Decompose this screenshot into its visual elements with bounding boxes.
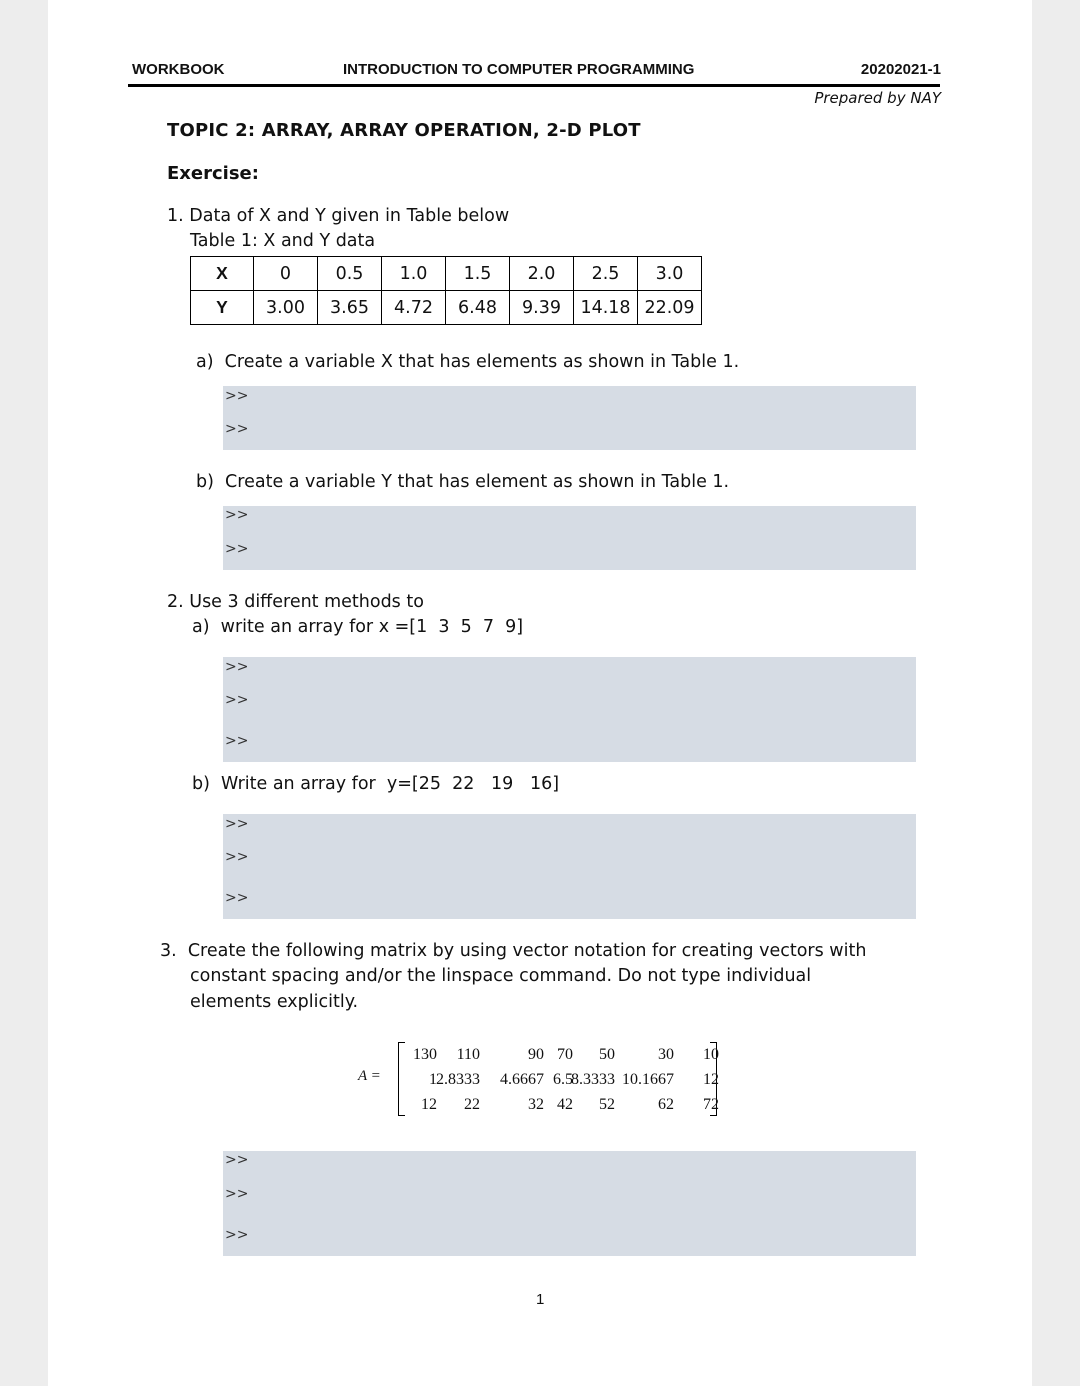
matrix-entry: 130	[413, 1046, 437, 1063]
q2b-text: b) Write an array for y=[25 22 19 16]	[192, 774, 560, 794]
command-prompt: >>	[225, 816, 249, 832]
command-prompt: >>	[225, 1152, 249, 1168]
answer-box-q2b[interactable]	[223, 814, 916, 919]
header-right: 20202021-1	[860, 61, 941, 78]
table-cell: 9.39	[510, 291, 574, 325]
matrix-entry: 62	[658, 1096, 674, 1113]
matrix-entry: 30	[658, 1046, 674, 1063]
table-cell: 0	[254, 257, 318, 291]
command-prompt: >>	[225, 507, 249, 523]
command-prompt: >>	[225, 659, 249, 675]
answer-box-q2a[interactable]	[223, 657, 916, 762]
command-prompt: >>	[225, 421, 249, 437]
q3-line-1: 3. Create the following matrix by using vector notation for creating vectors with	[160, 941, 867, 961]
command-prompt: >>	[225, 1186, 249, 1202]
table-caption: Table 1: X and Y data	[190, 231, 376, 251]
table-cell: 22.09	[638, 291, 702, 325]
table-cell: 4.72	[382, 291, 446, 325]
table-cell: 0.5	[318, 257, 382, 291]
table-cell: 1.5	[446, 257, 510, 291]
command-prompt: >>	[225, 541, 249, 557]
answer-box-q3[interactable]	[223, 1151, 916, 1256]
table-row-x	[191, 257, 702, 291]
q2a-text: a) write an array for x =[1 3 5 7 9]	[192, 617, 524, 637]
matrix-entry: 52	[599, 1096, 615, 1113]
page-number: 1	[536, 1291, 545, 1308]
matrix-a	[358, 1040, 728, 1120]
matrix-entry: 12	[421, 1096, 437, 1113]
answer-box-q1a[interactable]	[223, 386, 916, 450]
q1-text: 1. Data of X and Y given in Table below	[167, 206, 510, 226]
table-cell: 1.0	[382, 257, 446, 291]
q3-line-3: elements explicitly.	[190, 992, 359, 1012]
matrix-label: A =	[358, 1068, 381, 1084]
command-prompt: >>	[225, 849, 249, 865]
matrix-entry: 10	[703, 1046, 719, 1063]
matrix-left-bracket	[398, 1042, 405, 1116]
matrix-entry: 110	[456, 1046, 480, 1063]
matrix-entry: 42	[557, 1096, 573, 1113]
table-cell: 3.65	[318, 291, 382, 325]
matrix-entry: 8.3333	[571, 1071, 615, 1088]
q3-line-2: constant spacing and/or the linspace command. Do not type individual	[190, 966, 812, 986]
table-cell: 3.0	[638, 257, 702, 291]
matrix-entry: 50	[599, 1046, 615, 1063]
matrix-entry: 1	[429, 1071, 437, 1088]
q2-text: 2. Use 3 different methods to	[167, 592, 424, 612]
command-prompt: >>	[225, 890, 249, 906]
matrix-entry: 4.6667	[500, 1071, 544, 1088]
table-cell: 2.5	[574, 257, 638, 291]
prepared-by: Prepared by NAY	[814, 89, 941, 107]
header-divider	[128, 84, 940, 87]
matrix-entry: 70	[557, 1046, 573, 1063]
answer-box-q1b[interactable]	[223, 506, 916, 570]
matrix-entry: 22	[464, 1096, 480, 1113]
command-prompt: >>	[225, 388, 249, 404]
header-left: WORKBOOK	[132, 61, 225, 78]
matrix-entry: 2.8333	[436, 1071, 480, 1088]
xy-data-table	[190, 256, 702, 325]
matrix-entry: 12	[703, 1071, 719, 1088]
table-row-y	[191, 291, 702, 325]
row-header-y: Y	[191, 291, 254, 325]
row-header-x: X	[191, 257, 254, 291]
command-prompt: >>	[225, 692, 249, 708]
matrix-entry: 6.5	[553, 1071, 573, 1088]
document-page	[48, 0, 1032, 1386]
table-cell: 14.18	[574, 291, 638, 325]
matrix-entry: 10.1667	[622, 1071, 674, 1088]
matrix-entry: 72	[703, 1096, 719, 1113]
header-center: INTRODUCTION TO COMPUTER PROGRAMMING	[343, 61, 695, 78]
matrix-entry: 32	[528, 1096, 544, 1113]
topic-title: TOPIC 2: ARRAY, ARRAY OPERATION, 2-D PLOT	[167, 120, 641, 141]
command-prompt: >>	[225, 1227, 249, 1243]
table-cell: 3.00	[254, 291, 318, 325]
matrix-entry: 90	[528, 1046, 544, 1063]
exercise-heading: Exercise:	[167, 163, 259, 184]
table-cell: 2.0	[510, 257, 574, 291]
command-prompt: >>	[225, 733, 249, 749]
q1a-text: a) Create a variable X that has elements as shown in Table 1.	[196, 352, 740, 372]
table-cell: 6.48	[446, 291, 510, 325]
q1b-text: b) Create a variable Y that has element as shown in Table 1.	[196, 472, 730, 492]
